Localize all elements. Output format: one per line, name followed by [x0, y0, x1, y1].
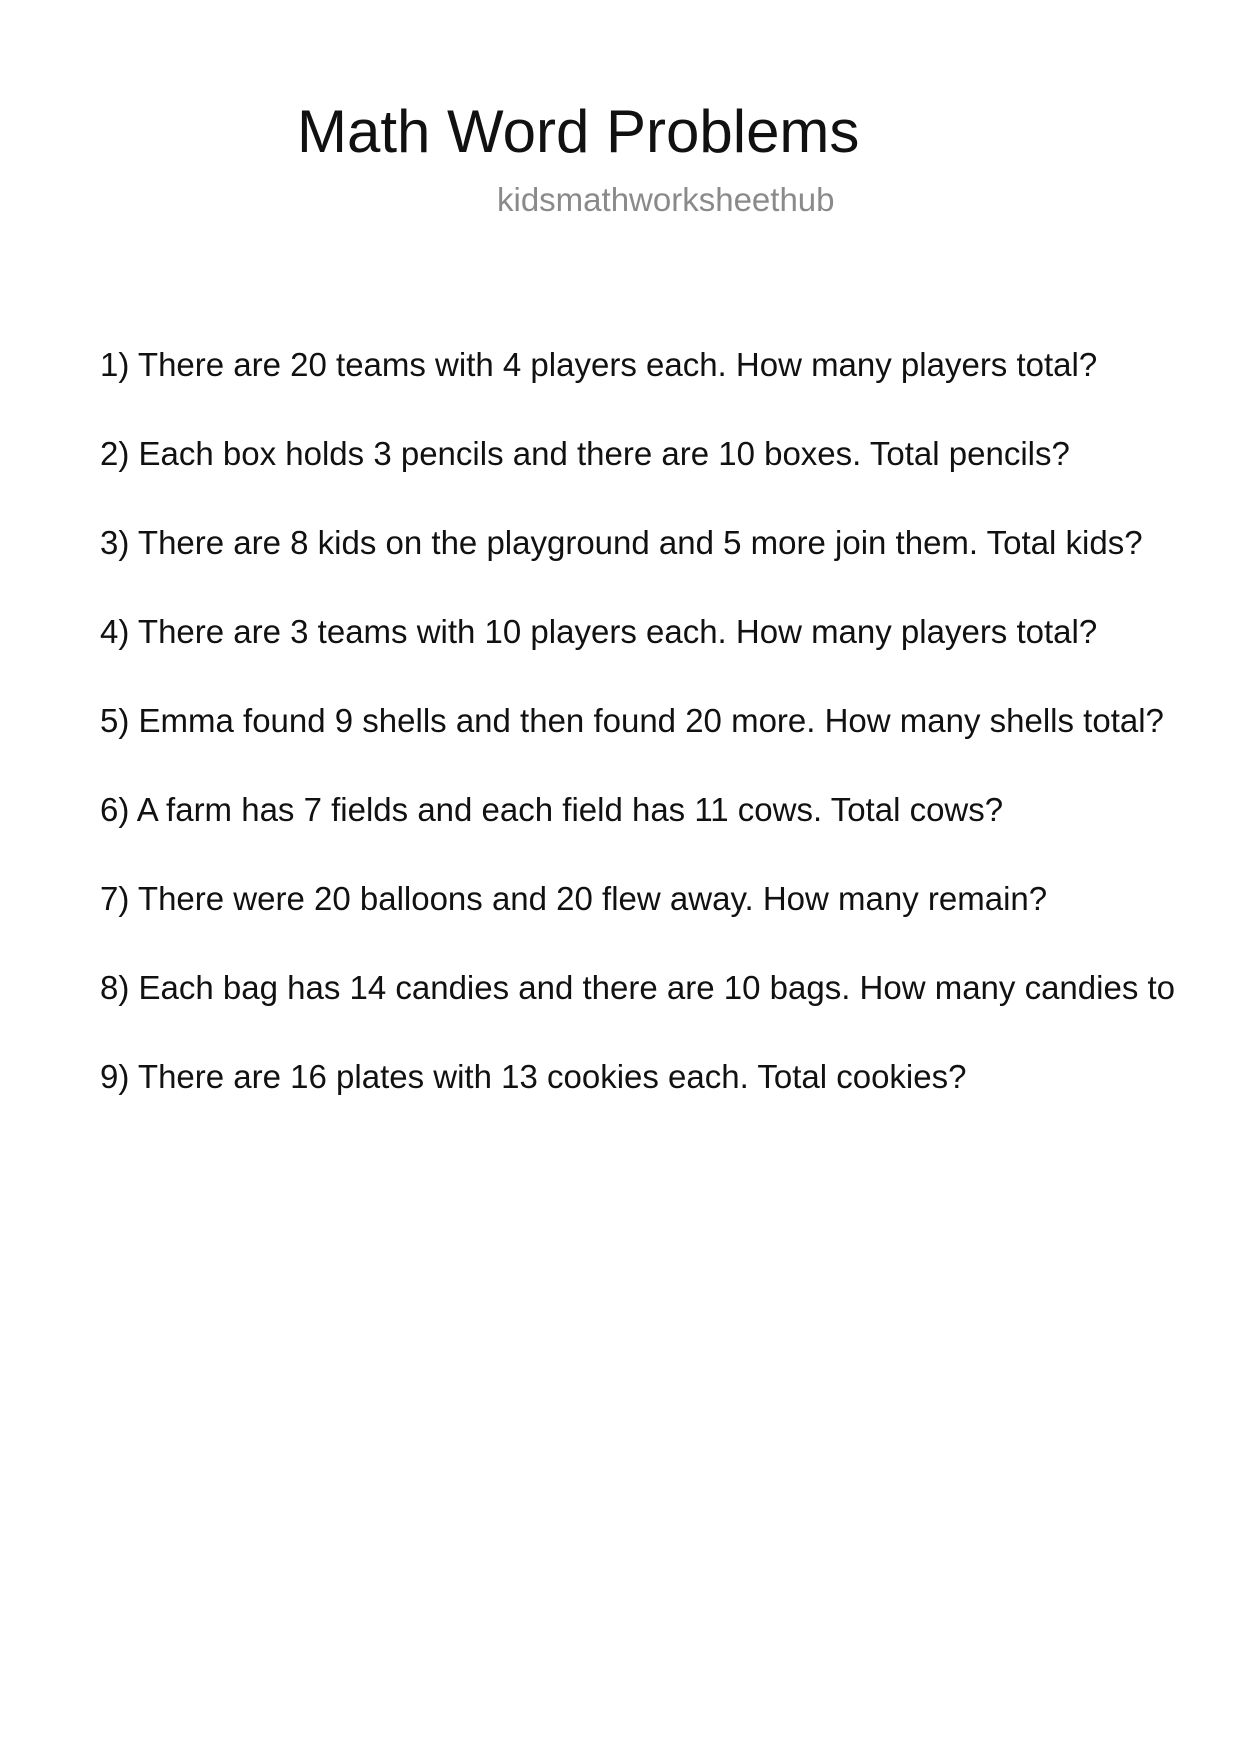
problem-item-8: 8) Each bag has 14 candies and there are 10 bags. How many candies to — [100, 969, 1176, 1006]
page-title: Math Word Problems — [297, 98, 860, 165]
problem-item-1: 1) There are 20 teams with 4 players each. How many players total? — [100, 346, 1098, 383]
problem-item-6: 6) A farm has 7 fields and each field has 11 cows. Total cows? — [100, 791, 1004, 828]
problem-list — [100, 345, 1240, 1146]
problem-item-5: 5) Emma found 9 shells and then found 20 more. How many shells total? — [100, 702, 1164, 739]
page-subtitle: kidsmathworksheethub — [497, 181, 835, 218]
problem-item-4: 4) There are 3 teams with 10 players each. How many players total? — [100, 613, 1098, 650]
problem-item-3: 3) There are 8 kids on the playground and 5 more join them. Total kids? — [100, 524, 1143, 561]
problem-item-9: 9) There are 16 plates with 13 cookies each. Total cookies? — [100, 1058, 967, 1095]
problem-item-7: 7) There were 20 balloons and 20 flew away. How many remain? — [100, 880, 1048, 917]
problem-item-2: 2) Each box holds 3 pencils and there are 10 boxes. Total pencils? — [100, 435, 1070, 472]
